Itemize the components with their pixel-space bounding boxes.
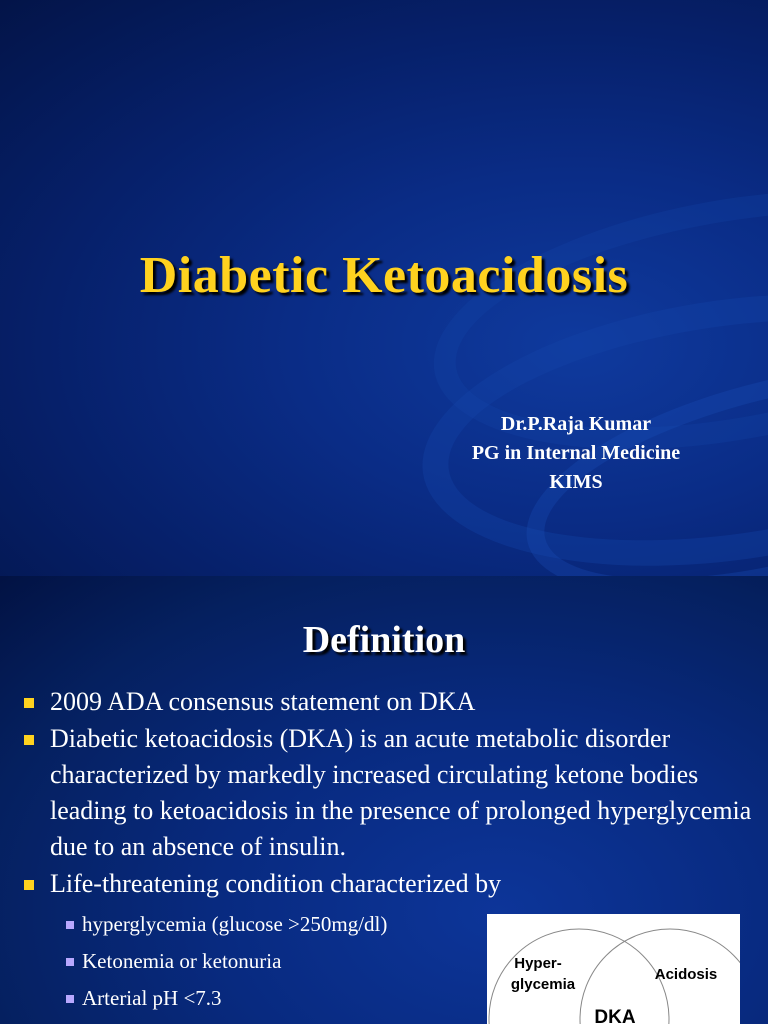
author-name: Dr.P.Raja Kumar xyxy=(500,413,652,435)
bullet-text: 2009 ADA consensus statement on DKA xyxy=(50,687,476,716)
author-institution: KIMS xyxy=(549,471,603,493)
bullet-item xyxy=(22,684,762,720)
sub-bullet-text: hyperglycemia (glucose >250mg/dl) xyxy=(82,912,388,936)
bullet-text: Diabetic ketoacidosis (DKA) is an acute metabolic disorder characterized by markedly increased circulating ketone bodies leading to ketoacidosis in the presence of prolonged hyperglycemia due to an absence of insulin. xyxy=(50,724,752,861)
bullet-item xyxy=(22,721,762,865)
square-sub-bullet-icon xyxy=(66,958,74,966)
author-role: PG in Internal Medicine xyxy=(471,442,681,464)
square-bullet-icon xyxy=(24,735,34,745)
slide-title: Diabetic Ketoacidosis xyxy=(139,247,629,304)
sub-bullet-text: Arterial pH <7.3 xyxy=(82,986,222,1010)
slide-title: Definition xyxy=(302,619,466,661)
sub-bullet-text: Ketonemia or ketonuria xyxy=(82,949,282,973)
square-bullet-icon xyxy=(24,880,34,890)
square-sub-bullet-icon xyxy=(66,995,74,1003)
square-sub-bullet-icon xyxy=(66,921,74,929)
venn-label-center: DKA xyxy=(594,1007,636,1024)
author-block xyxy=(384,410,768,497)
venn-diagram xyxy=(487,914,740,1024)
bullet-text: Life-threatening condition characterized by xyxy=(50,869,502,898)
venn-diagram-svg xyxy=(487,914,740,1024)
venn-label-right: Acidosis xyxy=(654,966,718,983)
definition-slide xyxy=(0,576,768,1024)
square-bullet-icon xyxy=(24,698,34,708)
venn-label-left-2: glycemia xyxy=(510,976,576,993)
venn-label-left-1: Hyper- xyxy=(514,955,562,972)
